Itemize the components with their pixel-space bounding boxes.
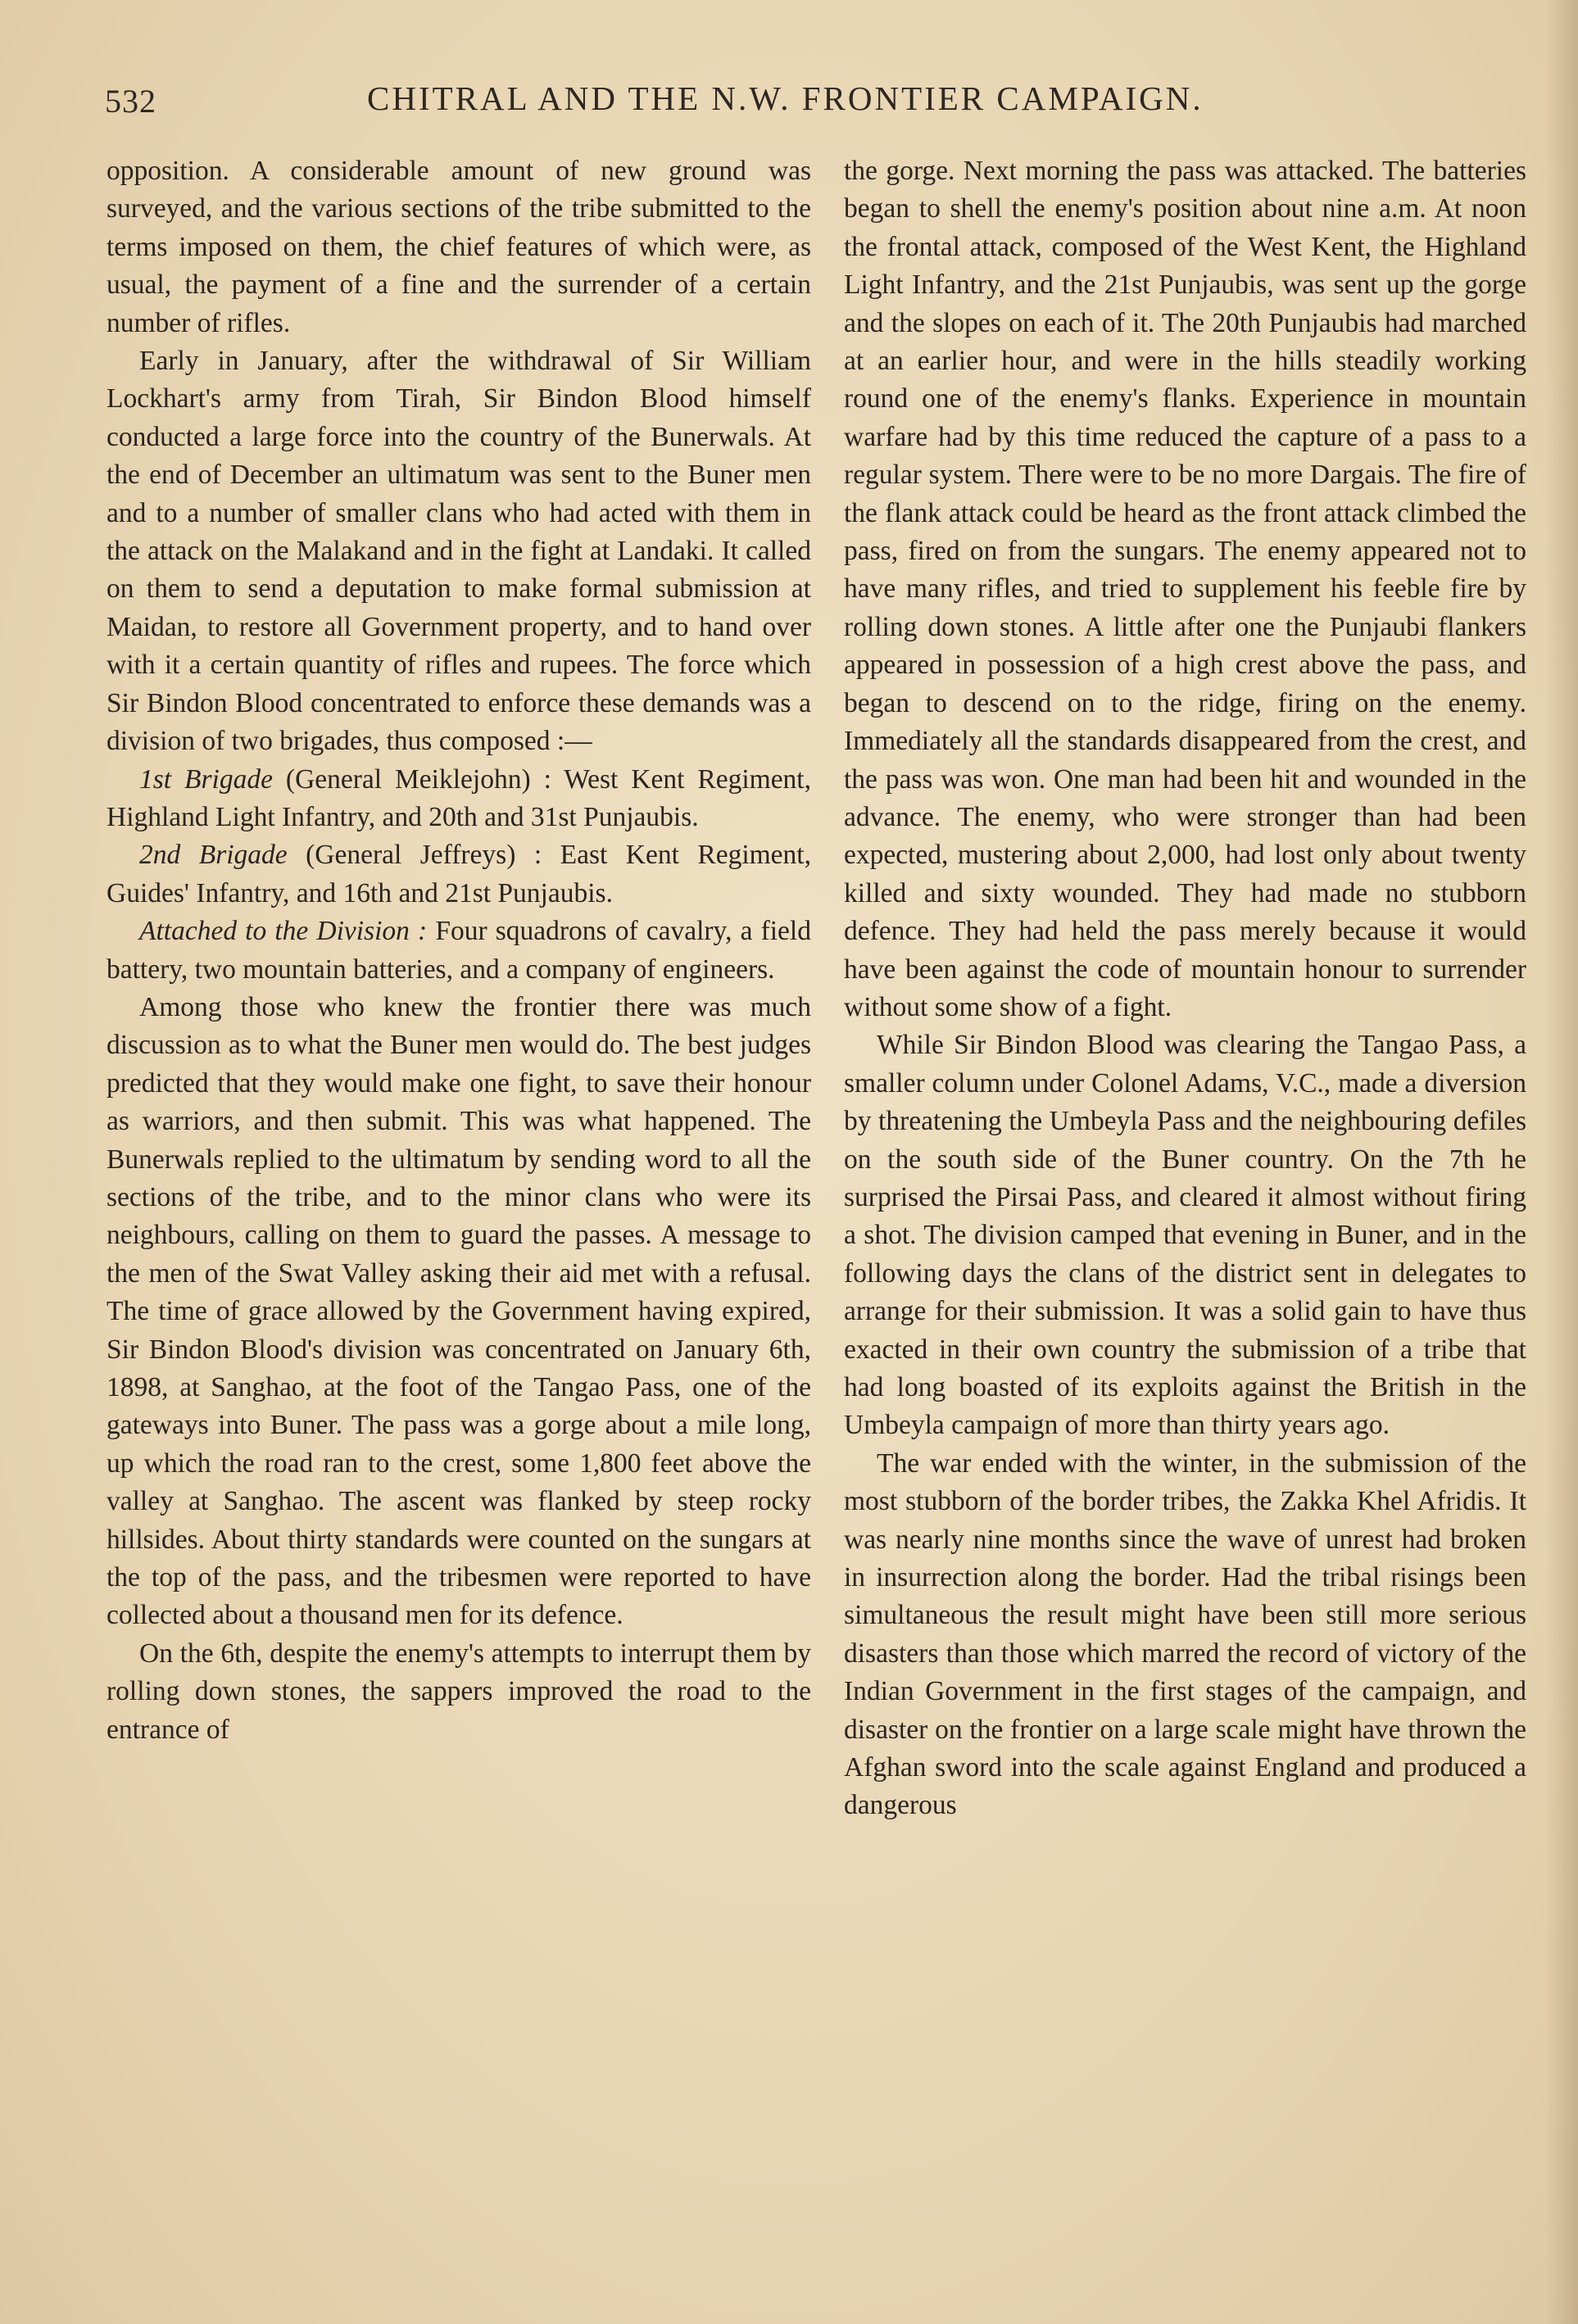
left-paragraph-4: On the 6th, despite the enemy's attempts to interrupt them by rolling down stones, the sappers improved the road to the entrance of <box>107 1638 811 1745</box>
left-paragraph-2: Early in January, after the withdrawal of Sir William Lockhart's army from Tirah, Sir Bindon Blood himself conducted a large force into the country of the Bunerwals. At the end of December an ultimatum was sent to the Buner men and to a number of smaller clans who had acted with them in the attack on the Malakand and in the fight at Landaki. It called on them to send a deputation to make formal submission at Maidan, to restore all Government property, and to hand over with it a certain quantity of rifles and rupees. The force which Sir Bindon Blood concentrated to enforce these demands was a division of two brigades, thus composed :— <box>107 346 811 757</box>
attached-entry <box>107 913 811 989</box>
attached-text: Four squadrons of cavalry, a field battery, two mountain batteries, and a company of engineers. <box>107 916 811 985</box>
brigade-2-label: 2nd Brigade <box>139 840 288 871</box>
left-paragraph-1: opposition. A considerable amount of new ground was surveyed, and the various sections of the tribe submitted to the terms imposed on them, the chief features of which were, as usual, the payment of a fine and the surrender of a certain number of rifles. <box>107 156 811 338</box>
right-paragraph-3: The war ended with the winter, in the submission of the most stubborn of the border tribes, the Zakka Khel Afridis. It was nearly nine months since the wave of unrest had broken in insurrection along the border. Had the tribal risings been simultaneous the result might have been still more serious disasters than those which marred the record of victory of the Indian Government in the first stages of the campaign, and disaster on the frontier on a large scale might have thrown the Afghan sword into the scale against England and produced a dangerous <box>844 1447 1526 1821</box>
running-title: CHITRAL AND THE N.W. FRONTIER CAMPAIGN. <box>367 79 1204 117</box>
right-column <box>844 152 1526 1825</box>
right-paragraph-1: the gorge. Next morning the pass was attacked. The batteries began to shell the enemy's position about nine a.m. At noon the frontal attack, composed of the West Kent, the Highland Light Infantry, and the 21st Punjaubis, was sent up the gorge and the slopes on each of it. The 20th Punjaubis had marched at an earlier hour, and were in the hills steadily working round one of the enemy's flanks. Experience in mountain warfare had by this time reduced the capture of a pass to a regular system. There were to be no more Dargais. The fire of the flank attack could be heard as the front attack climbed the pass, fired on from the sungars. The enemy appeared not to have many rifles, and tried to supplement his feeble fire by rolling down stones. A little after one the Punjaubi flankers appeared in possession of a high crest above the pass, and began to descend on to the ridge, firing on the enemy. Immediately all the standards disappeared from the crest, and the pass was won. One man had been hit and wounded in the advance. The enemy, who were stronger than had been expected, mustering about 2,000, had lost only about twenty killed and sixty wounded. They had made no stubborn defence. They had held the pass merely because it would have been against the code of mountain honour to surrender without some show of a fight. <box>844 156 1526 1022</box>
right-paragraph-2: While Sir Bindon Blood was clearing the Tangao Pass, a smaller column under Colonel Adams, V.C., made a diversion by threatening the Umbeyla Pass and the neighbouring defiles on the south side of the Buner country. On the 7th he surprised the Pirsai Pass, and cleared it almost without firing a shot. The division camped that evening in Buner, and in the following days the clans of the district sent in delegates to arrange for their submission. It was a solid gain to have thus exacted in their own country the submission of a tribe that had long boasted of its exploits against the British in the Umbeyla campaign of more than thirty years ago. <box>844 1030 1526 1441</box>
brigade-2-text: (General Jeffreys) : East Kent Regiment, Guides' Infantry, and 16th and 21st Punjaubis. <box>107 840 811 908</box>
page-edge-shadow <box>1545 0 1578 2324</box>
left-column <box>107 152 811 1749</box>
page-number: 532 <box>105 83 156 120</box>
page-header <box>105 79 1498 128</box>
brigade-1-entry <box>107 761 811 837</box>
brigade-2-entry <box>107 836 811 913</box>
attached-label: Attached to the Division : <box>139 916 428 947</box>
brigade-1-text: (General Meiklejohn) : West Kent Regiment, Highland Light Infantry, and 20th and 31st Punjaubis. <box>107 763 811 832</box>
left-paragraph-3: Among those who knew the frontier there was much discussion as to what the Buner men would do. The best judges predicted that they would make one fight, to save their honour as warriors, and then submit. This was what happened. The Bunerwals replied to the ultimatum by sending word to all the sections of the tribe, and to the minor clans who were its neighbours, calling on them to guard the passes. A message to the men of the Swat Valley asking their aid met with a refusal. The time of grace allowed by the Government having expired, Sir Bindon Blood's division was concentrated on January 6th, 1898, at Sanghao, at the foot of the Tangao Pass, one of the gateways into Buner. The pass was a gorge about a mile long, up which the road ran to the crest, some 1,800 feet above the valley at Sanghao. The ascent was flanked by steep rocky hillsides. About thirty standards were counted on the sungars at the top of the pass, and the tribesmen were reported to have collected about a thousand men for its defence. <box>107 991 811 1631</box>
brigade-1-label: 1st Brigade <box>139 763 273 795</box>
